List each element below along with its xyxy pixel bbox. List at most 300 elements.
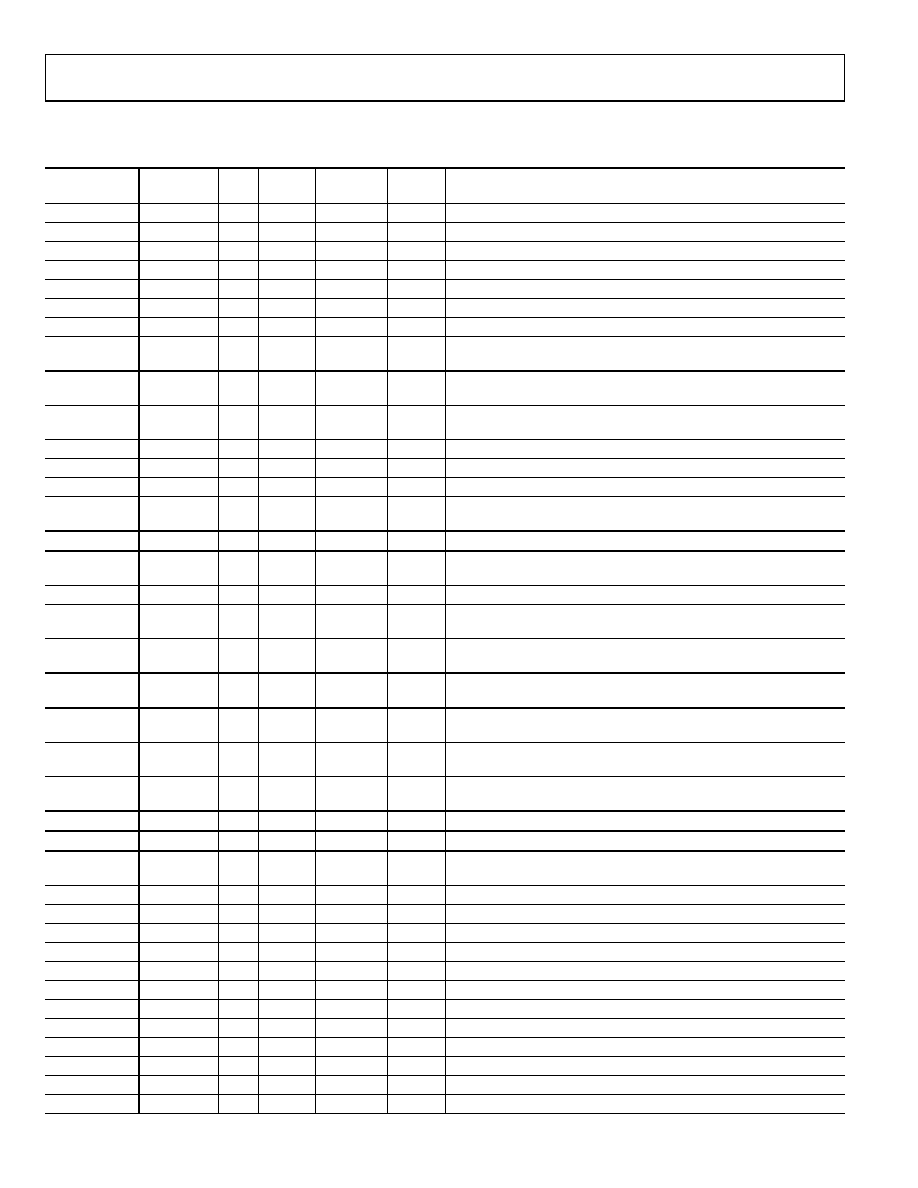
table-row <box>45 639 845 674</box>
table-cell <box>315 223 387 242</box>
table-cell <box>139 1038 218 1057</box>
table-cell <box>218 478 258 497</box>
table-cell <box>315 1000 387 1019</box>
table-cell <box>387 851 445 886</box>
table-cell <box>139 1000 218 1019</box>
table-cell <box>139 905 218 924</box>
table-cell <box>139 708 218 743</box>
table-cell <box>258 777 315 812</box>
table-cell <box>445 943 845 962</box>
table-cell <box>45 924 139 943</box>
table-cell <box>45 280 139 299</box>
table-cell <box>445 639 845 674</box>
table-cell <box>218 531 258 551</box>
table-cell <box>218 318 258 337</box>
table-row <box>45 261 845 280</box>
column-header <box>139 168 218 204</box>
table-cell <box>139 943 218 962</box>
table-cell <box>258 831 315 851</box>
table-cell <box>387 551 445 586</box>
table-cell <box>139 586 218 605</box>
table-row <box>45 478 845 497</box>
page-header-box <box>45 54 845 102</box>
table-cell <box>258 551 315 586</box>
table-cell <box>139 280 218 299</box>
table-cell <box>258 605 315 639</box>
table-row <box>45 924 845 943</box>
table-cell <box>315 1038 387 1057</box>
table-cell <box>445 851 845 886</box>
table-cell <box>258 1038 315 1057</box>
table-cell <box>387 743 445 777</box>
table-cell <box>445 586 845 605</box>
table-cell <box>387 261 445 280</box>
table-cell <box>45 605 139 639</box>
table-cell <box>315 531 387 551</box>
table-cell <box>218 639 258 674</box>
table-cell <box>387 673 445 708</box>
table-cell <box>139 962 218 981</box>
table-cell <box>139 777 218 812</box>
table-cell <box>45 639 139 674</box>
table-cell <box>445 962 845 981</box>
table-cell <box>315 831 387 851</box>
table-cell <box>387 777 445 812</box>
table-cell <box>218 1095 258 1114</box>
table-row <box>45 318 845 337</box>
table-cell <box>258 478 315 497</box>
table-cell <box>445 831 845 851</box>
table-cell <box>218 981 258 1000</box>
table-cell <box>315 280 387 299</box>
table-cell <box>387 886 445 905</box>
table-cell <box>45 459 139 478</box>
column-header <box>315 168 387 204</box>
table-cell <box>139 886 218 905</box>
table-cell <box>139 299 218 318</box>
table-cell <box>218 280 258 299</box>
table-cell <box>139 673 218 708</box>
table-cell <box>445 497 845 532</box>
table-cell <box>218 811 258 831</box>
table-cell <box>45 337 139 372</box>
table-cell <box>445 1095 845 1114</box>
table-row <box>45 605 845 639</box>
table-cell <box>218 962 258 981</box>
table-cell <box>139 261 218 280</box>
table-cell <box>139 318 218 337</box>
table-cell <box>258 851 315 886</box>
table-row <box>45 905 845 924</box>
table-cell <box>387 831 445 851</box>
table-cell <box>258 943 315 962</box>
table-cell <box>387 371 445 406</box>
table-cell <box>445 777 845 812</box>
table-cell <box>445 318 845 337</box>
table-cell <box>218 242 258 261</box>
table-cell <box>258 639 315 674</box>
table-cell <box>315 886 387 905</box>
table-cell <box>445 459 845 478</box>
column-header <box>258 168 315 204</box>
table-cell <box>315 708 387 743</box>
table-cell <box>258 261 315 280</box>
table-cell <box>315 1019 387 1038</box>
table-cell <box>139 459 218 478</box>
table-cell <box>218 440 258 459</box>
table-cell <box>218 777 258 812</box>
column-header <box>218 168 258 204</box>
table-cell <box>218 223 258 242</box>
table-cell <box>45 1057 139 1076</box>
table-cell <box>387 905 445 924</box>
table-cell <box>139 605 218 639</box>
table-cell <box>218 886 258 905</box>
table-cell <box>387 924 445 943</box>
table-cell <box>445 1019 845 1038</box>
table-row <box>45 299 845 318</box>
table-cell <box>315 586 387 605</box>
table-cell <box>315 924 387 943</box>
table-cell <box>45 223 139 242</box>
table-cell <box>139 531 218 551</box>
table-cell <box>387 318 445 337</box>
table-cell <box>139 497 218 532</box>
table-cell <box>218 605 258 639</box>
table-cell <box>45 981 139 1000</box>
table-cell <box>387 605 445 639</box>
table-cell <box>258 1000 315 1019</box>
table-cell <box>45 1019 139 1038</box>
table-cell <box>139 478 218 497</box>
table-row <box>45 531 845 551</box>
table-cell <box>139 337 218 372</box>
table-cell <box>315 406 387 440</box>
table-row <box>45 497 845 532</box>
table-cell <box>387 1057 445 1076</box>
table-cell <box>315 943 387 962</box>
table-cell <box>139 223 218 242</box>
table-cell <box>315 905 387 924</box>
table-cell <box>315 371 387 406</box>
table-row <box>45 831 845 851</box>
table-cell <box>445 905 845 924</box>
table-cell <box>45 962 139 981</box>
table-row <box>45 1076 845 1095</box>
table-cell <box>218 586 258 605</box>
table-cell <box>315 962 387 981</box>
table-row <box>45 371 845 406</box>
table-cell <box>45 851 139 886</box>
column-header <box>45 168 139 204</box>
table-cell <box>45 831 139 851</box>
table-row <box>45 242 845 261</box>
table-cell <box>387 299 445 318</box>
table-cell <box>45 1095 139 1114</box>
table-cell <box>218 924 258 943</box>
table-cell <box>45 1038 139 1057</box>
table-cell <box>387 1000 445 1019</box>
table-cell <box>445 223 845 242</box>
table-cell <box>139 831 218 851</box>
table-cell <box>445 280 845 299</box>
table-cell <box>218 406 258 440</box>
table-cell <box>258 962 315 981</box>
table-row <box>45 1038 845 1057</box>
table-cell <box>315 337 387 372</box>
table-cell <box>445 1076 845 1095</box>
table-cell <box>445 551 845 586</box>
table-row <box>45 280 845 299</box>
table-cell <box>387 981 445 1000</box>
table-cell <box>445 1000 845 1019</box>
table-cell <box>139 1095 218 1114</box>
table-cell <box>445 981 845 1000</box>
table-cell <box>315 204 387 223</box>
table-cell <box>387 962 445 981</box>
table-cell <box>258 1095 315 1114</box>
table-cell <box>387 406 445 440</box>
table-cell <box>45 811 139 831</box>
table-cell <box>315 261 387 280</box>
table-row <box>45 708 845 743</box>
table-cell <box>139 440 218 459</box>
table-cell <box>387 280 445 299</box>
register-table-container <box>45 167 845 1114</box>
table-cell <box>45 299 139 318</box>
table-cell <box>445 337 845 372</box>
table-cell <box>218 261 258 280</box>
table-cell <box>315 1057 387 1076</box>
table-cell <box>258 223 315 242</box>
table-cell <box>445 1057 845 1076</box>
table-row <box>45 811 845 831</box>
table-cell <box>387 943 445 962</box>
table-cell <box>258 242 315 261</box>
table-row <box>45 459 845 478</box>
table-cell <box>258 406 315 440</box>
table-row <box>45 673 845 708</box>
table-cell <box>315 478 387 497</box>
table-cell <box>445 811 845 831</box>
table-cell <box>387 459 445 478</box>
table-cell <box>387 204 445 223</box>
table-cell <box>387 586 445 605</box>
table-cell <box>218 1057 258 1076</box>
table-cell <box>45 1076 139 1095</box>
table-cell <box>258 280 315 299</box>
table-cell <box>258 337 315 372</box>
table-cell <box>139 406 218 440</box>
table-cell <box>139 981 218 1000</box>
table-cell <box>387 1076 445 1095</box>
table-cell <box>45 318 139 337</box>
table-cell <box>218 743 258 777</box>
table-cell <box>45 708 139 743</box>
table-cell <box>218 337 258 372</box>
table-row <box>45 962 845 981</box>
table-cell <box>258 497 315 532</box>
table-header-row <box>45 168 845 204</box>
table-cell <box>45 905 139 924</box>
table-cell <box>315 1076 387 1095</box>
table-cell <box>45 586 139 605</box>
column-header <box>387 168 445 204</box>
table-cell <box>218 371 258 406</box>
table-cell <box>45 777 139 812</box>
table-cell <box>45 242 139 261</box>
table-cell <box>387 497 445 532</box>
table-cell <box>218 1000 258 1019</box>
table-cell <box>445 1038 845 1057</box>
table-cell <box>445 886 845 905</box>
table-cell <box>218 497 258 532</box>
table-row <box>45 777 845 812</box>
table-row <box>45 406 845 440</box>
table-row <box>45 337 845 372</box>
table-cell <box>218 1076 258 1095</box>
table-cell <box>445 673 845 708</box>
table-cell <box>45 371 139 406</box>
table-row <box>45 886 845 905</box>
table-row <box>45 1000 845 1019</box>
table-cell <box>387 531 445 551</box>
table-cell <box>139 1076 218 1095</box>
table-cell <box>139 1019 218 1038</box>
table-cell <box>139 811 218 831</box>
table-row <box>45 1095 845 1114</box>
table-cell <box>445 371 845 406</box>
table-cell <box>445 261 845 280</box>
table-cell <box>139 851 218 886</box>
table-cell <box>258 708 315 743</box>
table-cell <box>315 777 387 812</box>
table-cell <box>218 299 258 318</box>
table-cell <box>45 531 139 551</box>
table-cell <box>45 886 139 905</box>
table-cell <box>445 440 845 459</box>
table-cell <box>139 551 218 586</box>
table-cell <box>218 551 258 586</box>
table-cell <box>445 478 845 497</box>
table-cell <box>445 406 845 440</box>
table-row <box>45 440 845 459</box>
table-cell <box>315 497 387 532</box>
table-row <box>45 223 845 242</box>
table-cell <box>387 811 445 831</box>
table-cell <box>445 204 845 223</box>
table-cell <box>258 673 315 708</box>
table-cell <box>45 1000 139 1019</box>
table-cell <box>387 1038 445 1057</box>
table-cell <box>258 1057 315 1076</box>
table-cell <box>445 924 845 943</box>
table-cell <box>45 204 139 223</box>
table-cell <box>315 673 387 708</box>
table-cell <box>258 1076 315 1095</box>
table-cell <box>218 831 258 851</box>
table-cell <box>258 318 315 337</box>
table-row <box>45 1057 845 1076</box>
table-cell <box>315 440 387 459</box>
register-table <box>45 167 845 1114</box>
table-cell <box>45 261 139 280</box>
table-cell <box>258 981 315 1000</box>
table-cell <box>258 811 315 831</box>
table-cell <box>387 223 445 242</box>
table-cell <box>258 924 315 943</box>
table-cell <box>445 708 845 743</box>
table-cell <box>315 459 387 478</box>
table-cell <box>139 371 218 406</box>
table-cell <box>218 459 258 478</box>
table-cell <box>218 708 258 743</box>
table-cell <box>315 242 387 261</box>
table-cell <box>387 337 445 372</box>
table-cell <box>315 299 387 318</box>
table-cell <box>139 924 218 943</box>
table-cell <box>315 811 387 831</box>
table-row <box>45 851 845 886</box>
table-cell <box>218 943 258 962</box>
table-cell <box>218 851 258 886</box>
table-cell <box>45 406 139 440</box>
table-cell <box>315 1095 387 1114</box>
column-header <box>445 168 845 204</box>
table-cell <box>258 1019 315 1038</box>
table-cell <box>139 1057 218 1076</box>
table-cell <box>387 639 445 674</box>
table-cell <box>218 673 258 708</box>
table-cell <box>139 743 218 777</box>
table-row <box>45 1019 845 1038</box>
table-cell <box>258 204 315 223</box>
table-cell <box>445 242 845 261</box>
table-cell <box>45 943 139 962</box>
table-cell <box>258 743 315 777</box>
table-cell <box>315 851 387 886</box>
table-cell <box>139 204 218 223</box>
table-cell <box>45 497 139 532</box>
table-cell <box>258 905 315 924</box>
table-row <box>45 204 845 223</box>
table-row <box>45 981 845 1000</box>
table-cell <box>445 605 845 639</box>
table-cell <box>258 459 315 478</box>
table-cell <box>258 371 315 406</box>
table-cell <box>387 1019 445 1038</box>
table-cell <box>139 242 218 261</box>
table-cell <box>445 531 845 551</box>
table-cell <box>45 673 139 708</box>
table-cell <box>218 204 258 223</box>
table-cell <box>258 440 315 459</box>
table-cell <box>387 1095 445 1114</box>
table-cell <box>315 981 387 1000</box>
table-row <box>45 551 845 586</box>
table-row <box>45 586 845 605</box>
table-cell <box>445 299 845 318</box>
table-cell <box>45 478 139 497</box>
table-cell <box>315 639 387 674</box>
table-cell <box>387 242 445 261</box>
table-cell <box>258 299 315 318</box>
table-cell <box>218 1038 258 1057</box>
table-cell <box>258 586 315 605</box>
table-cell <box>445 743 845 777</box>
table-cell <box>45 551 139 586</box>
table-row <box>45 943 845 962</box>
